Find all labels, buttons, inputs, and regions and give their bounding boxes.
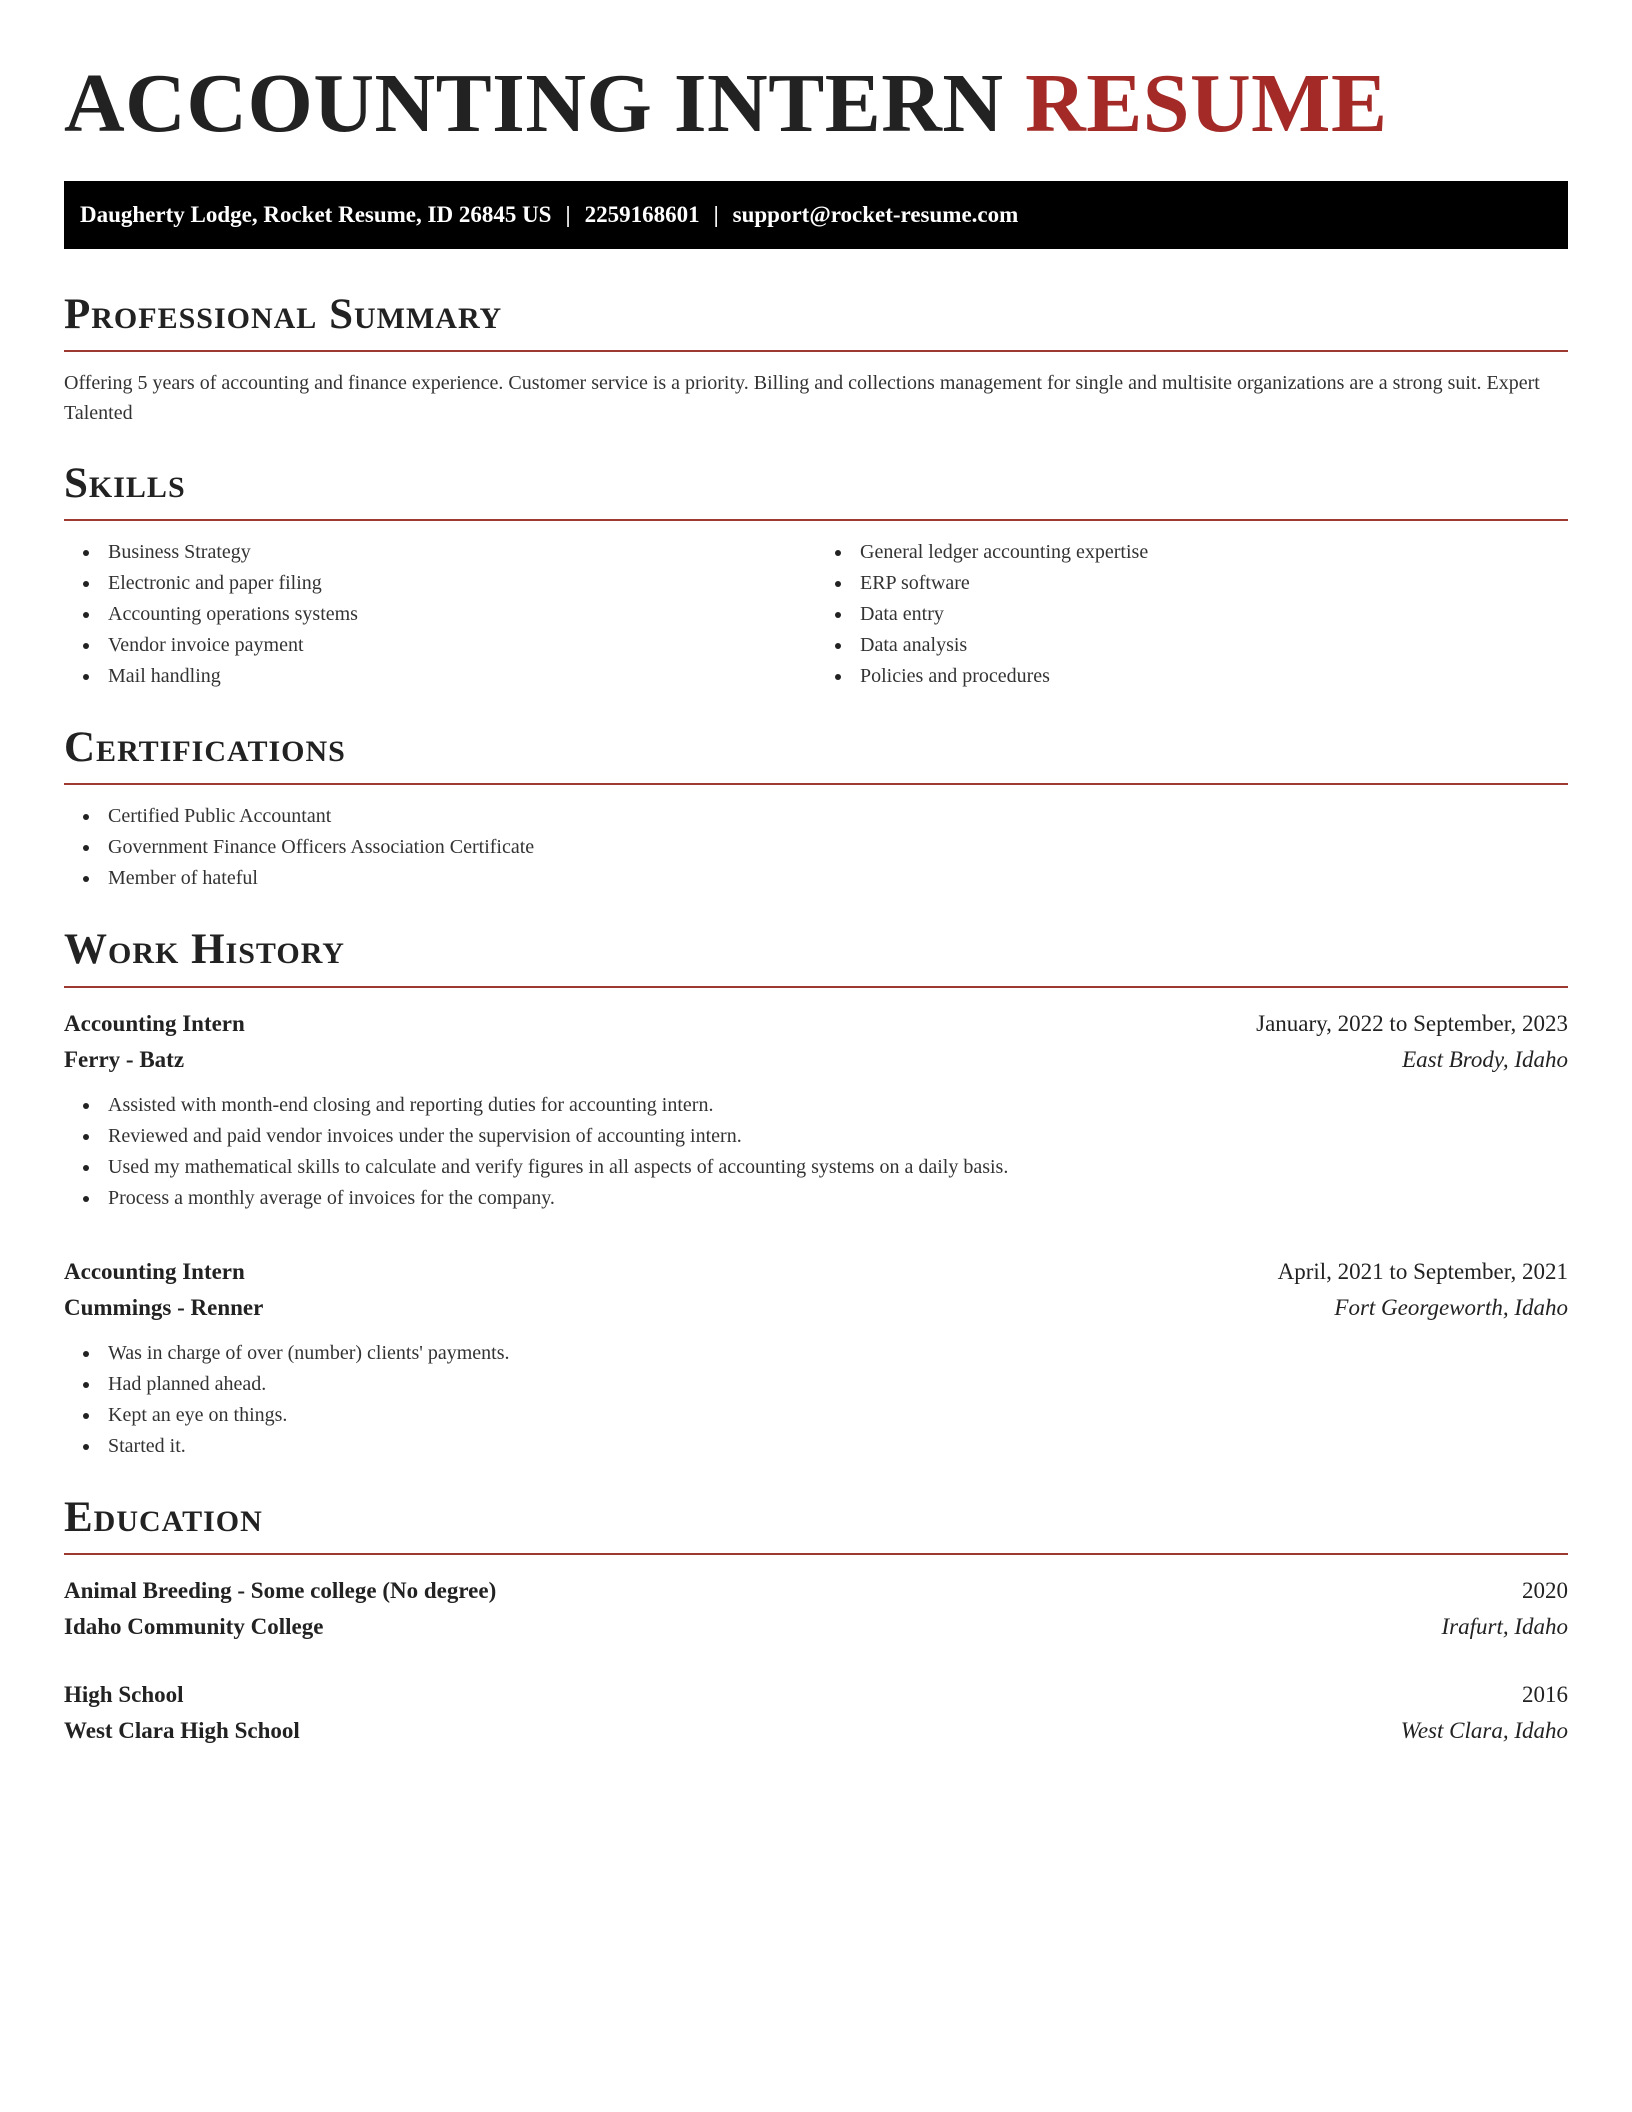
education-section <box>64 1494 1568 1749</box>
contact-address: Daugherty Lodge, Rocket Resume, ID 26845 US <box>80 201 552 227</box>
education-location: Irafurt, Idaho <box>1441 1614 1568 1640</box>
job-title-row <box>64 1254 1568 1290</box>
summary-text: Offering 5 years of accounting and finance experience. Customer service is a priority. Billing and collections management for single and multisite organizations are a strong suit. Expert Talented <box>64 371 1540 424</box>
skills-section <box>64 460 1568 692</box>
job-company-row <box>64 1290 1568 1326</box>
education-entry <box>64 1573 1568 1645</box>
job-location: Fort Georgeworth, Idaho <box>1334 1294 1568 1320</box>
education-heading: Education <box>64 1494 1568 1555</box>
education-degree: Animal Breeding - Some college (No degree) <box>64 1578 497 1604</box>
certification-item: Government Finance Officers Association Certificate <box>108 832 1568 863</box>
certifications-heading: Certifications <box>64 724 1568 785</box>
job-duty: Kept an eye on things. <box>108 1400 1568 1431</box>
skill-item: Data entry <box>860 599 1568 630</box>
education-year: 2020 <box>1522 1578 1568 1604</box>
contact-email: support@rocket-resume.com <box>732 201 1019 227</box>
job-duty: Used my mathematical skills to calculate and verify figures in all aspects of accounting systems on a daily basis. <box>108 1152 1568 1183</box>
education-degree-row <box>64 1573 1568 1609</box>
work-history-heading: Work History <box>64 926 1568 987</box>
job-company-row <box>64 1042 1568 1078</box>
job-entry <box>64 1006 1568 1214</box>
job-dates: April, 2021 to September, 2021 <box>1277 1258 1568 1284</box>
job-company: Cummings - Renner <box>64 1294 264 1320</box>
skill-item: Policies and procedures <box>860 661 1568 692</box>
job-duty: Started it. <box>108 1431 1568 1462</box>
certification-item: Member of hateful <box>108 863 1568 894</box>
certifications-section <box>64 724 1568 894</box>
contact-bar <box>64 181 1568 249</box>
resume-title <box>64 56 1568 153</box>
summary-heading: Professional Summary <box>64 291 1568 352</box>
education-entry <box>64 1677 1568 1749</box>
skill-item: Accounting operations systems <box>108 599 816 630</box>
education-year: 2016 <box>1522 1682 1568 1708</box>
skill-item: Electronic and paper filing <box>108 568 816 599</box>
job-title: Accounting Intern <box>64 1010 245 1036</box>
job-duty: Reviewed and paid vendor invoices under the supervision of accounting intern. <box>108 1121 1568 1152</box>
job-duties-list <box>64 1090 1568 1214</box>
education-school-row <box>64 1713 1568 1749</box>
contact-phone: 2259168601 <box>584 201 700 227</box>
education-school: Idaho Community College <box>64 1614 324 1640</box>
skills-list-right <box>816 537 1568 692</box>
skill-item: Business Strategy <box>108 537 816 568</box>
education-school: West Clara High School <box>64 1718 300 1744</box>
education-degree: High School <box>64 1682 184 1708</box>
work-history-section <box>64 926 1568 1461</box>
job-duty: Assisted with month-end closing and reporting duties for accounting intern. <box>108 1090 1568 1121</box>
summary-section <box>64 291 1568 428</box>
education-location: West Clara, Idaho <box>1400 1718 1568 1744</box>
job-title-row <box>64 1006 1568 1042</box>
job-dates: January, 2022 to September, 2023 <box>1256 1010 1568 1036</box>
skills-list-left <box>64 537 816 692</box>
education-school-row <box>64 1609 1568 1645</box>
job-location: East Brody, Idaho <box>1402 1046 1568 1072</box>
skill-item: Data analysis <box>860 630 1568 661</box>
job-title: Accounting Intern <box>64 1258 245 1284</box>
job-entry <box>64 1254 1568 1462</box>
certification-item: Certified Public Accountant <box>108 801 1568 832</box>
certifications-list <box>64 801 1568 894</box>
skills-grid <box>64 521 1568 692</box>
job-company: Ferry - Batz <box>64 1046 185 1072</box>
title-accent: RESUME <box>1025 57 1388 150</box>
skills-heading: Skills <box>64 460 1568 521</box>
skill-item: Vendor invoice payment <box>108 630 816 661</box>
contact-separator: | <box>713 201 719 227</box>
education-degree-row <box>64 1677 1568 1713</box>
job-duty: Was in charge of over (number) clients' payments. <box>108 1338 1568 1369</box>
skill-item: ERP software <box>860 568 1568 599</box>
contact-separator: | <box>565 201 571 227</box>
job-duties-list <box>64 1338 1568 1462</box>
job-duty: Had planned ahead. <box>108 1369 1568 1400</box>
skill-item: General ledger accounting expertise <box>860 537 1568 568</box>
title-main: ACCOUNTING INTERN <box>64 57 1004 150</box>
job-duty: Process a monthly average of invoices for the company. <box>108 1183 1568 1214</box>
skill-item: Mail handling <box>108 661 816 692</box>
